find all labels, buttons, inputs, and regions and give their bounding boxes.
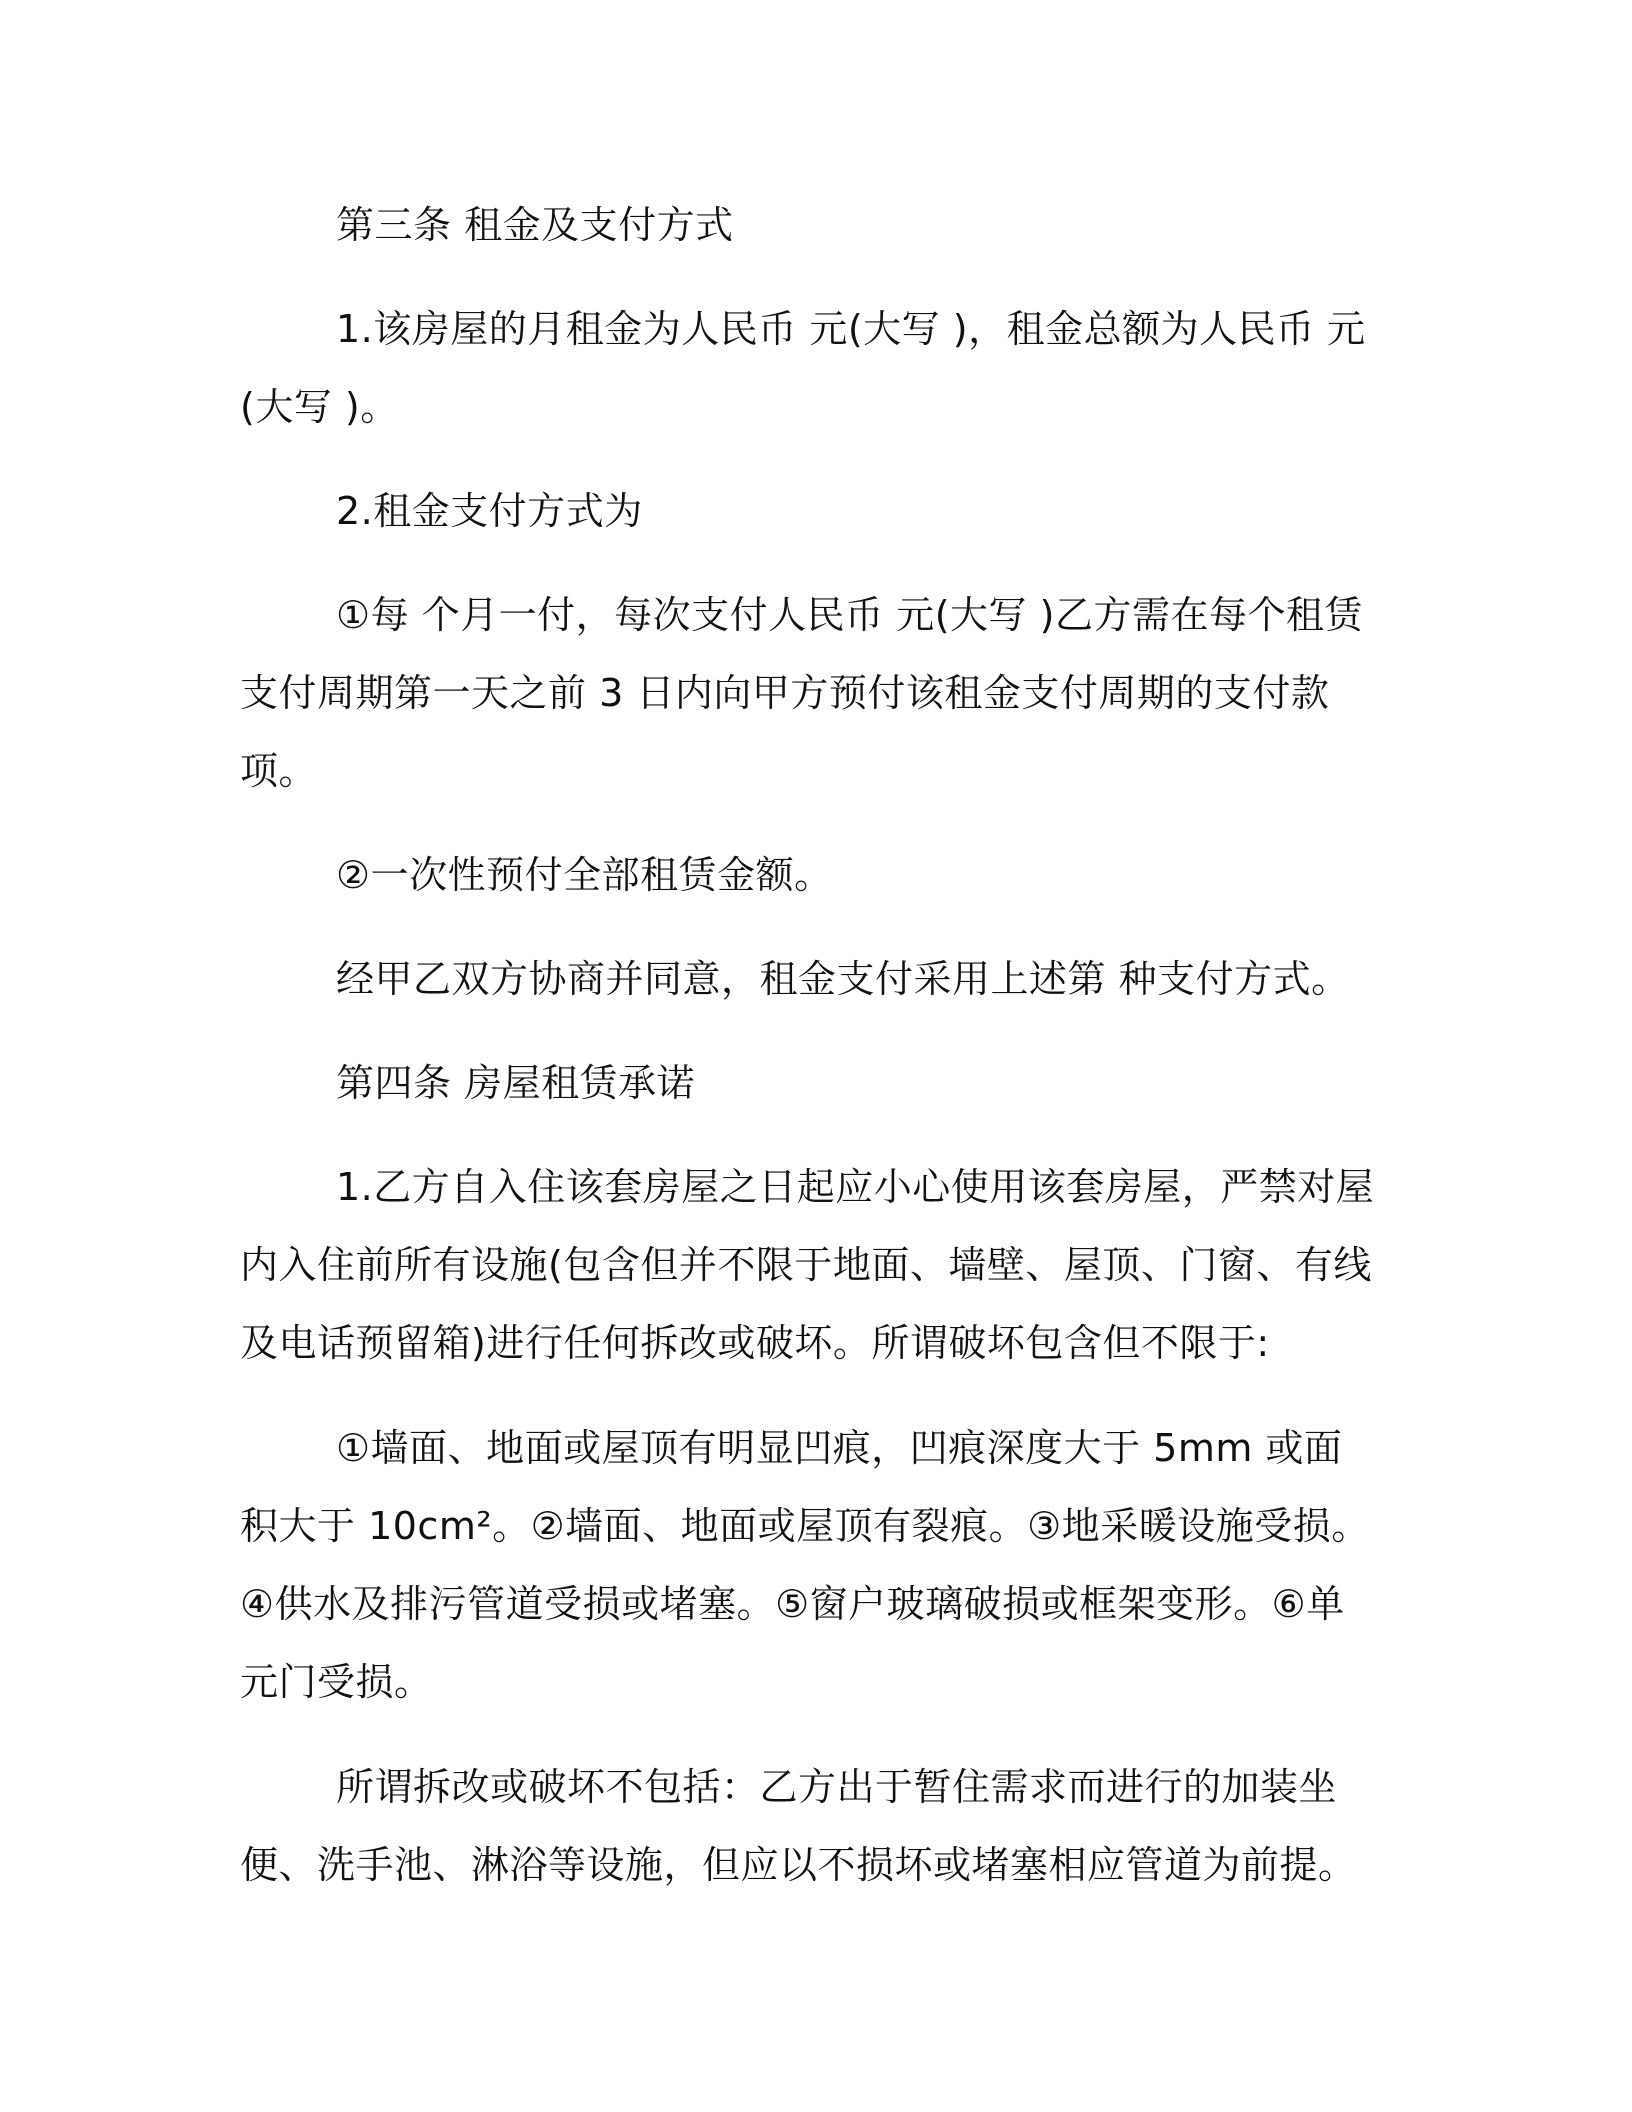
paragraph-exclusions: 所谓拆改或破坏不包括：乙方出于暂住需求而进行的加装坐便、洗手池、淋浴等设施，但应以不损坏或堵塞相应管道为前提。 (240, 1765, 1357, 1887)
paragraph-damage-list: ①墙面、地面或屋顶有明显凹痕，凹痕深度大于 5mm 或面积大于 10cm²。②墙面、地面或屋顶有裂痕。③地采暖设施受损。④供水及排污管道受损或堵塞。⑤窗户玻璃破损或框架变形。⑥单元门受损。 (240, 1426, 1370, 1704)
paragraph-rent-amount: 1.该房屋的月租金为人民币 元(大写 )，租金总额为人民币 元(大写 )。 (240, 307, 1366, 429)
paragraph-agreement: 经甲乙双方协商并同意，租金支付采用上述第 种支付方式。 (336, 957, 1350, 1001)
paragraph-payment-method: 2.租金支付方式为 (336, 489, 643, 533)
paragraph-option-2: ②一次性预付全部租赁金额。 (336, 853, 833, 897)
section-heading-4: 第四条 房屋租赁承诺 (336, 1061, 696, 1105)
paragraph-usage-commitment: 1.乙方自入住该套房屋之日起应小心使用该套房屋，严禁对屋内入住前所有设施(包含但并不限于地面、墙壁、屋顶、门窗、有线及电话预留箱)进行任何拆改或破坏。所谓破坏包含但不限于: (240, 1165, 1375, 1365)
paragraph-option-1: ①每 个月一付，每次支付人民币 元(大写 )乙方需在每个租赁支付周期第一天之前 3 日内向甲方预付该租金支付周期的支付款项。 (240, 593, 1363, 793)
section-heading-3: 第三条 租金及支付方式 (336, 203, 734, 247)
document-body (240, 186, 1380, 1904)
